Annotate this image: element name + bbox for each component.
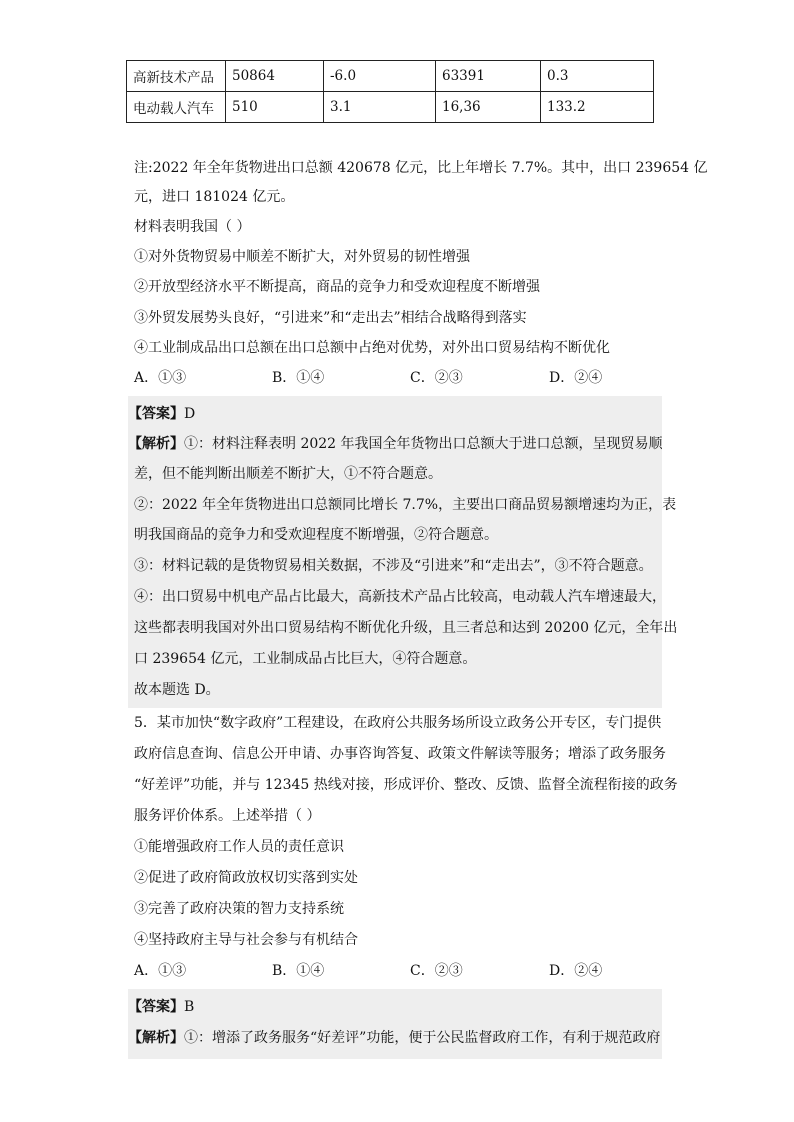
table-note-line: 注:2022 年全年货物进出口总额 420678 亿元，比上年增长 7.7%。其中，出口 239654 亿 — [134, 160, 708, 176]
analysis-line: ④：出口贸易中机电产品占比最大，高新技术产品占比较高，电动载人汽车增速最大， — [134, 589, 666, 605]
choice-item: ③完善了政府决策的智力支持系统 — [134, 901, 344, 917]
option-a: A．①③ — [134, 370, 187, 386]
answer-line — [128, 404, 195, 424]
question-stem: 5．某市加快“数字政府”工程建设，在政府公共服务场所设立政务公开专区，专门提供 — [134, 715, 662, 731]
table-cell: 50864 — [226, 61, 324, 92]
table-cell: 63391 — [436, 61, 541, 92]
question-stem: “好差评”功能，并与 12345 热线对接，形成评价、整改、反馈、监督全流程衔接的政务 — [134, 777, 678, 793]
analysis-line: 这些都表明我国对外出口贸易结构不断优化升级，且三者总和达到 20200 亿元，全年出 — [134, 620, 678, 636]
analysis-line: ③：材料记载的是货物贸易相关数据，不涉及“引进来”和“走出去”，③不符合题意。 — [134, 558, 653, 574]
answer-tag: 【答案】 — [128, 406, 184, 422]
choice-item: ④工业制成品出口总额在出口总额中占绝对优势，对外出口贸易结构不断优化 — [134, 340, 610, 356]
analysis-line: 明我国商品的竞争力和受欢迎程度不断增强，②符合题意。 — [134, 527, 498, 543]
choice-item: ②促进了政府简政放权切实落到实处 — [134, 870, 358, 886]
answer-tag: 【答案】 — [128, 999, 184, 1015]
table-cell: 0.3 — [541, 61, 654, 92]
option-a: A．①③ — [134, 963, 187, 979]
table-row — [127, 61, 654, 92]
question-stem: 政府信息查询、信息公开申请、办事咨询答复、政策文件解读等服务；增添了政务服务 — [134, 746, 666, 762]
analysis-tag: 【解析】 — [128, 436, 184, 452]
option-d: D．②④ — [549, 370, 603, 386]
option-c: C．②③ — [410, 370, 463, 386]
analysis-text: ①：增添了政务服务“好差评”功能，便于公民监督政府工作，有利于规范政府 — [184, 1030, 661, 1046]
table-cell: 3.1 — [324, 92, 436, 123]
analysis-line: 口 239654 亿元，工业制成品占比巨大，④符合题意。 — [134, 651, 477, 667]
table-cell: 16,36 — [436, 92, 541, 123]
answer-line — [128, 997, 194, 1017]
choice-item: ④坚持政府主导与社会参与有机结合 — [134, 932, 358, 948]
option-b: B．①④ — [272, 370, 325, 386]
question-stem: 材料表明我国（ ） — [134, 219, 251, 235]
choice-item: ②开放型经济水平不断提高，商品的竞争力和受欢迎程度不断增强 — [134, 279, 540, 295]
analysis-line: 故本题选 D。 — [134, 682, 220, 698]
table-cell: 133.2 — [541, 92, 654, 123]
analysis-line — [128, 434, 663, 454]
analysis-tag: 【解析】 — [128, 1030, 184, 1046]
answer-analysis-box — [128, 989, 662, 1059]
choice-item: ①能增强政府工作人员的责任意识 — [134, 839, 344, 855]
analysis-line — [128, 1028, 660, 1048]
option-c: C．②③ — [410, 963, 463, 979]
question-stem: 服务评价体系。上述举措（ ） — [134, 808, 321, 824]
table-note-line: 元，进口 181024 亿元。 — [134, 189, 295, 205]
analysis-text: ①：材料注释表明 2022 年我国全年货物出口总额大于进口总额，呈现贸易顺 — [184, 436, 663, 452]
table-cell: -6.0 — [324, 61, 436, 92]
table-cell: 电动载人汽车 — [127, 92, 226, 123]
table-row — [127, 92, 654, 123]
option-b: B．①④ — [272, 963, 325, 979]
table-cell: 510 — [226, 92, 324, 123]
option-d: D．②④ — [549, 963, 603, 979]
choice-item: ③外贸发展势头良好，“引进来”和“走出去”相结合战略得到落实 — [134, 310, 527, 326]
table-cell: 高新技术产品 — [127, 61, 226, 92]
choice-item: ①对外货物贸易中顺差不断扩大，对外贸易的韧性增强 — [134, 249, 470, 265]
analysis-line: 差，但不能判断出顺差不断扩大，①不符合题意。 — [134, 466, 442, 482]
answer-value: B — [184, 999, 195, 1015]
analysis-line: ②：2022 年全年货物进出口总额同比增长 7.7%，主要出口商品贸易额增速均为正，表 — [134, 497, 677, 513]
answer-value: D — [184, 406, 196, 422]
trade-data-table — [126, 60, 654, 123]
